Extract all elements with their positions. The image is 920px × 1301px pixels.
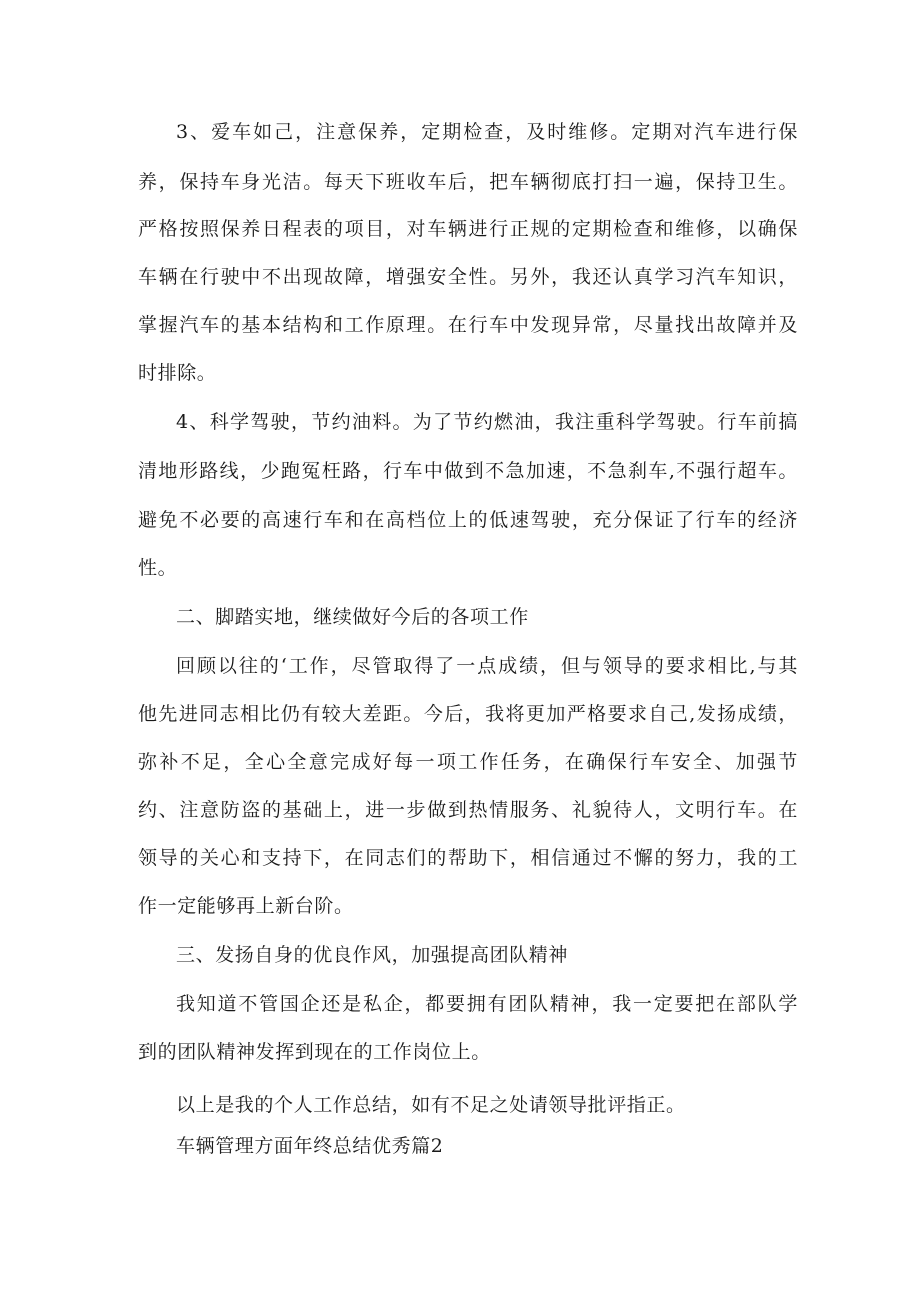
- paragraph-4-line-1: 4、科学驾驶，节约油料。为了节约燃油，我注重科学驾驶。行车前搞: [176, 411, 798, 433]
- paragraph-4-line-3: 避免不必要的高速行车和在高档位上的低速驾驶，充分保证了行车的经济: [138, 509, 798, 531]
- section-heading-3: 三、发扬自身的优良作风，加强提高团队精神: [176, 944, 569, 966]
- paragraph-3-line-1: 3、爱车如己，注意保养，定期检查，及时维修。定期对汽车进行保: [176, 121, 798, 143]
- paragraph-review-line-3: 弥补不足，全心全意完成好每一项工作任务，在确保行车安全、加强节: [138, 751, 798, 773]
- paragraph-3-line-2: 养，保持车身光洁。每天下班收车后，把车辆彻底打扫一遍，保持卫生。: [138, 171, 798, 193]
- paragraph-3-line-4: 车辆在行驶中不出现故障，增强安全性。另外，我还认真学习汽车知识，: [138, 266, 798, 288]
- section-heading-2: 二、脚踏实地，继续做好今后的各项工作: [176, 606, 529, 628]
- paragraph-4-line-4: 性。: [138, 557, 178, 579]
- paragraph-team-line-1: 我知道不管国企还是私企，都要拥有团队精神，我一定要把在部队学: [176, 993, 798, 1015]
- paragraph-3-line-3: 严格按照保养日程表的项目，对车辆进行正规的定期检查和维修，以确保: [138, 218, 798, 240]
- paragraph-review-line-1: 回顾以往的‘工作，尽管取得了一点成绩，但与领导的要求相比,与其: [176, 655, 798, 677]
- paragraph-review-line-2: 他先进同志相比仍有较大差距。今后，我将更加严格要求自己,发扬成绩，: [138, 703, 798, 725]
- paragraph-review-line-5: 领导的关心和支持下，在同志们的帮助下，相信通过不懈的努力，我的工: [138, 847, 798, 869]
- paragraph-3-line-5: 掌握汽车的基本结构和工作原理。在行车中发现异常，尽量找出故障并及: [138, 314, 798, 336]
- paragraph-3-line-6: 时排除。: [138, 362, 217, 384]
- paragraph-review-line-6: 作一定能够再上新台阶。: [138, 895, 354, 917]
- paragraph-team-line-2: 到的团队精神发挥到现在的工作岗位上。: [138, 1041, 491, 1063]
- paragraph-4-line-2: 清地形路线，少跑冤枉路，行车中做到不急加速，不急刹车,不强行超车。: [138, 460, 798, 482]
- closing-paragraph: 以上是我的个人工作总结，如有不足之处请领导批评指正。: [176, 1094, 686, 1116]
- next-article-title: 车辆管理方面年终总结优秀篇2: [176, 1135, 444, 1157]
- paragraph-review-line-4: 约、注意防盗的基础上，进一步做到热情服务、礼貌待人，文明行车。在: [138, 799, 798, 821]
